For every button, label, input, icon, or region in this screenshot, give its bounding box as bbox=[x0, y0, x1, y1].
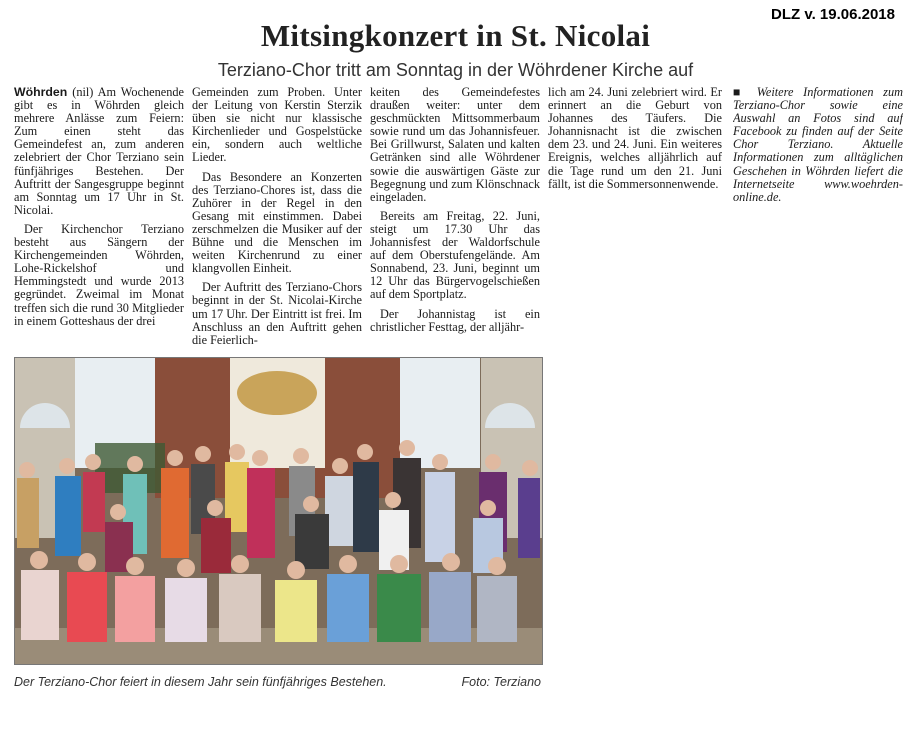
article-paragraph: Der Auftritt des Terziano-Chors beginnt in der St. Nicolai-Kirche um 17 Uhr. Der Eintritt ist frei. Im Anschluss an den Auftritt gehen die Feierlich- bbox=[192, 280, 362, 346]
article-paragraph: keiten des Gemeindefestes draußen weiter: unter dem geschmückten Mittsommerbaum sowie rund um das Johannisfeuer. Bei Grillwurst, Salaten und kalten Getränken sind alle Wöhrdener sowie die auswärtigen Gäste zur Begegnung und zum Klönschnack eingeladen. bbox=[370, 86, 540, 204]
article-column-2 bbox=[192, 86, 362, 346]
headline: Mitsingkonzert in St. Nicolai bbox=[260, 18, 651, 53]
article-column-1 bbox=[14, 86, 184, 346]
subheadline: Terziano-Chor tritt am Sonntag in der Wöhrdener Kirche auf bbox=[217, 60, 694, 80]
photo-caption: Der Terziano-Chor feiert in diesem Jahr sein fünfjähriges Bestehen. bbox=[14, 675, 387, 689]
source-label: DLZ v. 19.06.2018 bbox=[771, 6, 895, 23]
info-text: Weitere Informationen zum Terziano-Chor sowie eine Auswahl an Fotos sind auf Facebook zu finden auf der Seite Chor Terziano. Aktuelle Informationen zum alltäglichen Geschehen in Wöhrden liefert die Internetseite www.woehrden-online.de. bbox=[733, 86, 903, 204]
article-paragraph: Bereits am Freitag, 22. Juni, steigt um 17.30 Uhr das Johannisfest der Waldorfschule auf dem Oberstufengelände. Am Sonnabend, 23. Juni, beginnt um 12 Uhr das Bürgervogelschießen auf dem Sportplatz. bbox=[370, 208, 540, 302]
dateline-location: Wöhrden bbox=[14, 86, 68, 99]
article-paragraph: Der Kirchenchor Terziano besteht aus Sängern der Kirchengemeinden Wöhrden, Lohe-Rickelshof und Hemmingstedt und wurde 2013 gegründet. Zweimal im Monat treffen sich die rund 30 Mitglieder in einem Gotteshaus der drei bbox=[14, 221, 184, 328]
photo-credit: Foto: Terziano bbox=[461, 675, 541, 689]
info-box bbox=[733, 86, 903, 216]
article-paragraph: Gemeinden zum Proben. Unter der Leitung von Kerstin Sterzik üben sie nicht nur klassische Kirchenlieder und Gospelstücke ein, sondern auch weltliche Lieder. bbox=[192, 86, 362, 165]
article-paragraph: Der Johannistag ist ein christlicher Festtag, der alljähr- bbox=[370, 306, 540, 334]
square-bullet-icon: ■ bbox=[733, 86, 748, 99]
choir-photo bbox=[14, 357, 543, 665]
article-paragraph: Das Besondere an Konzerten des Terziano-Chores ist, dass die Zuhörer in der Regel in den Gesang mit einstimmen. Dabei zerschmelzen die Musiker auf der Bühne und die Menschen im weiten Kirchenrund zu einer klangvollen Einheit. bbox=[192, 169, 362, 276]
article-paragraph: lich am 24. Juni zelebriert wird. Er erinnert an die Geburt von Johannes des Täufers. Die Johannisnacht ist die zwischen dem 23. und 24. Juni. Ein weiteres Ereignis, welches alljährlich auf die Tage rund um den 21. Juni fällt, ist die Sommersonnenwende. bbox=[548, 86, 722, 191]
article-column-3 bbox=[370, 86, 540, 346]
article-column-4 bbox=[548, 86, 722, 346]
article-paragraph: (nil) Am Wochenende gibt es in Wöhrden gleich mehrere Anlässe zum Feiern: Zum einen steht das Gemeindefest an, zum anderen zelebriert der Chor Terziano sein fünfjähriges Bestehen. Der Auftritt der Sangesgruppe beginnt am Sonntag um 17 Uhr in St. Nicolai. bbox=[14, 86, 184, 217]
